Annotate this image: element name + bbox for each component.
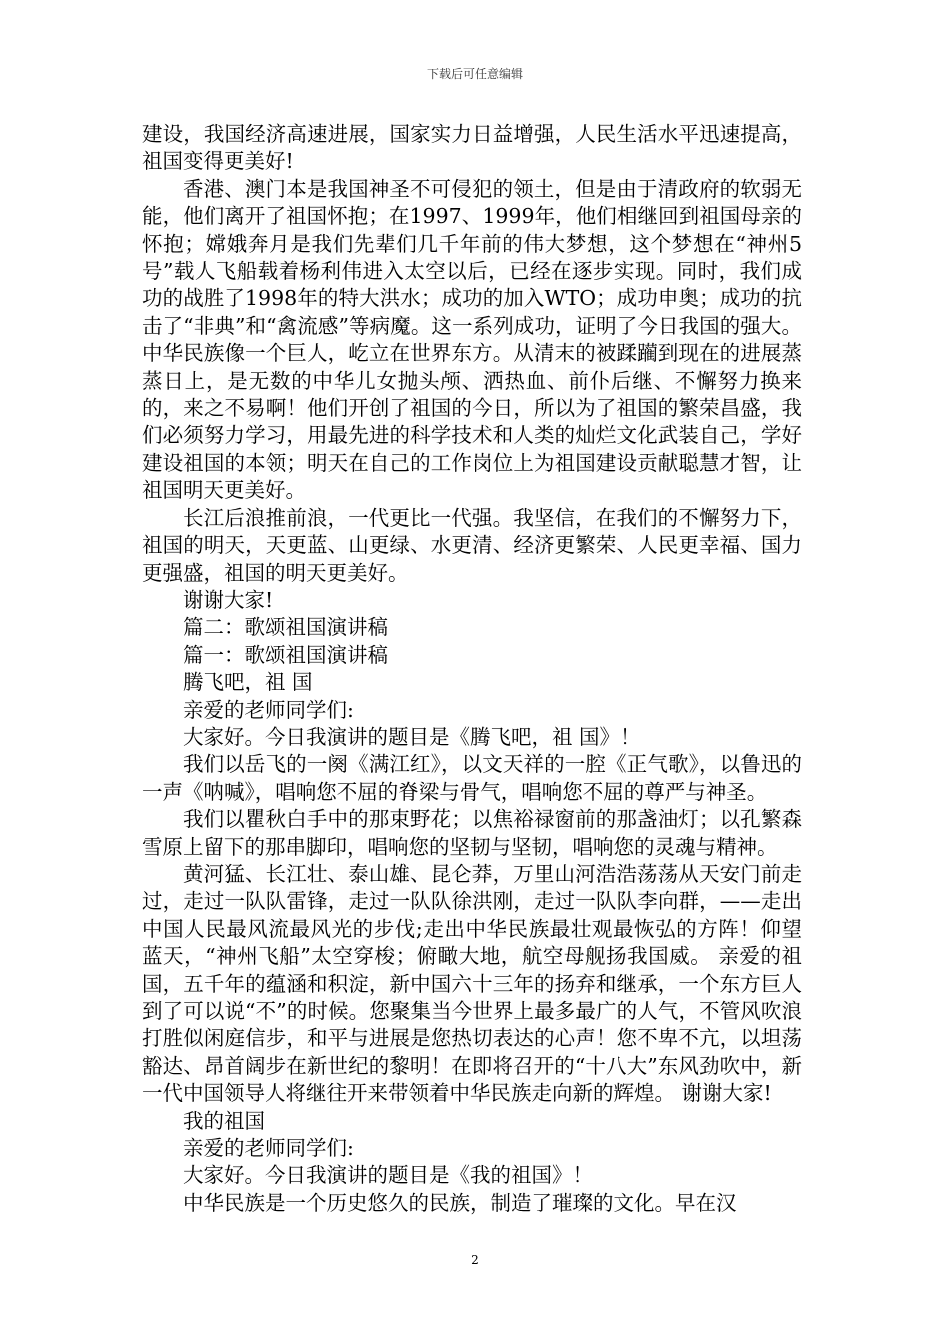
salutation: 亲爱的老师同学们: <box>183 1136 354 1161</box>
document-body <box>142 121 802 1217</box>
salutation: 亲爱的老师同学们: <box>183 697 354 722</box>
page-header: 下载后可任意编辑 <box>426 67 523 81</box>
section-heading: 篇二：歌颂祖国演讲稿 <box>183 615 388 640</box>
section-heading: 篇一：歌颂祖国演讲稿 <box>183 642 388 667</box>
speech-title: 我的祖国 <box>183 1108 265 1133</box>
paragraph: 大家好。今日我演讲的题目是《我的祖国》！ <box>183 1163 593 1188</box>
paragraph: 大家好。今日我演讲的题目是《腾飞吧，祖 国》！ <box>183 724 641 749</box>
paragraph: 建设，我国经济高速进展，国家实力日益增强，人民生活水平迅速提高，祖国变得更美好! <box>142 122 802 174</box>
page-number: 2 <box>471 1253 479 1267</box>
paragraph: 香港、澳门本是我国神圣不可侵犯的领土，但是由于清政府的软弱无能，他们离开了祖国怀抱；在1997、1999年，他们相继回到祖国母亲的怀抱；嫦娥奔月是我们先辈们几千年前的伟大梦想，这个梦想在“神州5号”载人飞船载着杨利伟进入太空以后，已经在逐步实现。同时，我们成功的战胜了1998年的特大洪水；成功的加入WTO；成功申奥；成功的抗击了“非典”和“禽流感”等病魔。这一系列成功，证明了今日我国的强大。中华民族像一个巨人，屹立在世界东方。从清末的被蹂躏到现在的进展蒸蒸日上，是无数的中华儿女抛头颅、洒热血、前仆后继、不懈努力换来的，来之不易啊！他们开创了祖国的今日，所以为了祖国的繁荣昌盛，我们必须努力学习，用最先进的科学技术和人类的灿烂文化武装自己，学好建设祖国的本领；明天在自己的工作岗位上为祖国建设贡献聪慧才智，让祖国明天更美好。 <box>142 176 802 503</box>
paragraph: 中华民族是一个历史悠久的民族，制造了璀璨的文化。早在汉 <box>183 1190 737 1215</box>
paragraph: 长江后浪推前浪，一代更比一代强。我坚信，在我们的不懈努力下，祖国的明天，天更蓝、山更绿、水更清、经济更繁荣、人民更幸福、国力更强盛，祖国的明天更美好。 <box>142 505 802 585</box>
speech-title: 腾飞吧，祖 国 <box>183 670 313 695</box>
paragraph: 谢谢大家! <box>183 587 274 612</box>
paragraph: 黄河猛、长江壮、泰山雄、昆仑莽，万里山河浩浩荡荡从天安门前走过，走过一队队雷锋，走过一队队徐洪刚，走过一队队李向群，——走出中国人民最风流最风光的步伐;走出中华民族最壮观最恢弘的方阵！仰望蓝天，“神州飞船”太空穿梭；俯瞰大地，航空母舰扬我国威。 亲爱的祖国，五千年的蕴涵和积淀，新中国六十三年的扬弃和继承，一个东方巨人到了可以说“不”的时候。您聚集当今世界上最多最广的人气，不管风吹浪打胜似闲庭信步，和平与进展是您热切表达的心声！您不卑不亢，以坦荡豁达、昂首阔步在新世纪的黎明！在即将召开的“十八大”东风劲吹中，新一代中国领导人将继往开来带领着中华民族走向新的辉煌。 谢谢大家! <box>142 861 802 1106</box>
paragraph: 我们以瞿秋白手中的那束野花；以焦裕禄窗前的那盏油灯；以孔繁森雪原上留下的那串脚印，唱响您的坚韧与坚韧，唱响您的灵魂与精神。 <box>142 807 802 859</box>
paragraph: 我们以岳飞的一阕《满江红》，以文天祥的一腔《正气歌》，以鲁迅的一声《呐喊》，唱响您不屈的脊梁与骨气，唱响您不屈的尊严与神圣。 <box>142 752 802 804</box>
